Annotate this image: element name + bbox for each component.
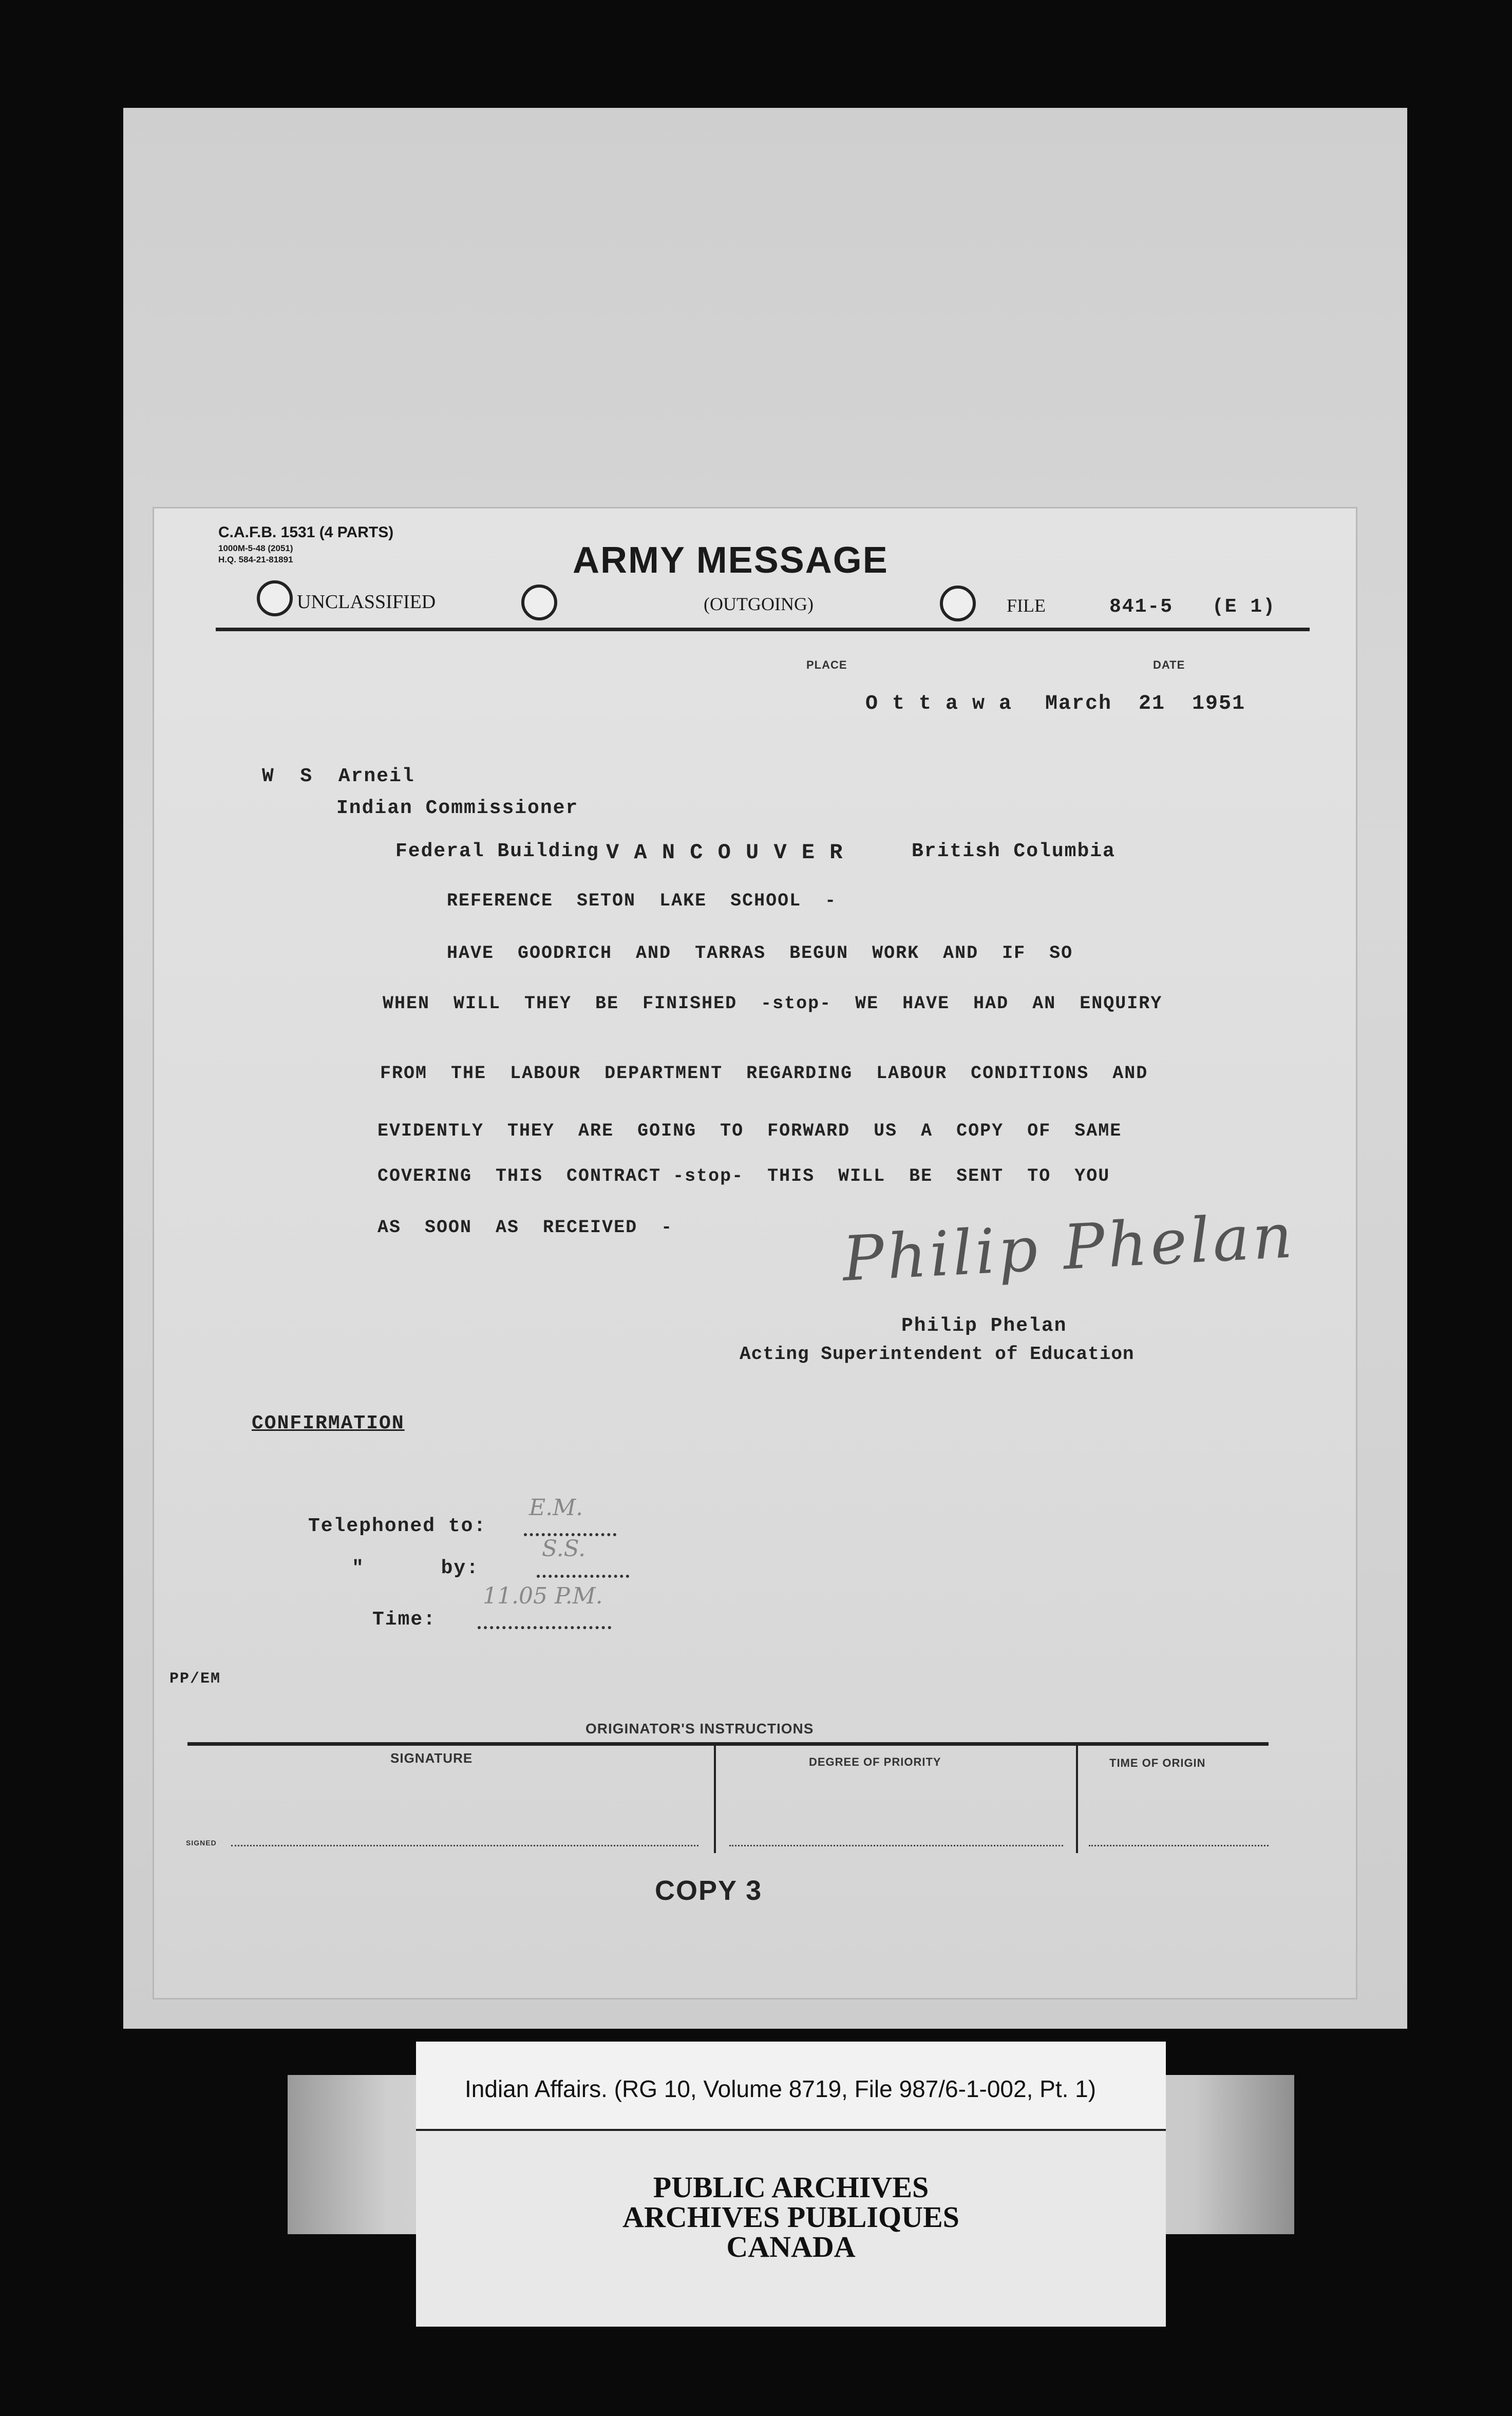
form-print-code: 1000M-5-48 (2051) bbox=[218, 543, 293, 553]
col-time: TIME OF ORIGIN bbox=[1109, 1757, 1206, 1769]
copy-number: COPY 3 bbox=[655, 1875, 763, 1906]
body-line: WHEN WILL THEY BE FINISHED -stop- WE HAVE HAD AN ENQUIRY bbox=[383, 993, 1163, 1014]
signer-position: Acting Superintendent of Education bbox=[740, 1344, 1135, 1365]
instructions-divider-2 bbox=[1076, 1745, 1078, 1853]
instructions-heading: ORIGINATOR'S INSTRUCTIONS bbox=[585, 1721, 814, 1736]
addressee-name: W S Arneil bbox=[262, 765, 415, 787]
message-direction: (OUTGOING) bbox=[704, 594, 814, 614]
priority-line bbox=[729, 1840, 1063, 1846]
address-building: Federal Building bbox=[395, 840, 599, 862]
confirmation-heading: CONFIRMATION bbox=[252, 1412, 405, 1434]
time-value: 11.05 P.M. bbox=[483, 1583, 603, 1609]
form-title: ARMY MESSAGE bbox=[573, 540, 889, 581]
time-label: Time: bbox=[372, 1609, 437, 1631]
signed-label: SIGNED bbox=[186, 1839, 217, 1847]
by-label: " by: bbox=[352, 1557, 480, 1579]
handwritten-signature: Philip Phelan bbox=[840, 1200, 1297, 1295]
file-number: 841-5 bbox=[1109, 596, 1174, 618]
form-hq-code: H.Q. 584-21-81891 bbox=[218, 555, 293, 564]
classification: UNCLASSIFIED bbox=[297, 591, 436, 613]
archive-stamp bbox=[416, 2170, 1166, 2263]
body-line: EVIDENTLY THEY ARE GOING TO FORWARD US A COPY OF SAME bbox=[377, 1121, 1122, 1141]
reference-line: REFERENCE SETON LAKE SCHOOL - bbox=[447, 891, 837, 911]
by-value: S.S. bbox=[542, 1536, 586, 1562]
instructions-rule bbox=[187, 1742, 1269, 1746]
col-signature: SIGNATURE bbox=[390, 1750, 473, 1766]
address-province: British Columbia bbox=[912, 840, 1116, 862]
form-code: C.A.F.B. 1531 (4 PARTS) bbox=[218, 524, 394, 541]
place-label: PLACE bbox=[806, 658, 847, 671]
archive-line-3: CANADA bbox=[726, 2230, 856, 2263]
signed-line bbox=[231, 1840, 698, 1846]
archive-reference: Indian Affairs. (RG 10, Volume 8719, File 987/6-1-002, Pt. 1) bbox=[465, 2075, 1097, 2102]
signer-name: Philip Phelan bbox=[901, 1315, 1067, 1337]
archive-line-1: PUBLIC ARCHIVES bbox=[653, 2170, 929, 2204]
col-priority: DEGREE OF PRIORITY bbox=[809, 1756, 941, 1768]
addressee-title: Indian Commissioner bbox=[336, 797, 579, 819]
telephoned-to-value: E.M. bbox=[529, 1495, 583, 1521]
time-dots bbox=[478, 1616, 611, 1629]
security-circle-left bbox=[257, 580, 293, 616]
place: O t t a w a bbox=[865, 692, 1013, 715]
body-line: FROM THE LABOUR DEPARTMENT REGARDING LABOUR CONDITIONS AND bbox=[380, 1063, 1148, 1084]
time-line bbox=[1089, 1840, 1269, 1846]
archive-line-2: ARCHIVES PUBLIQUES bbox=[622, 2200, 959, 2234]
security-circle-right bbox=[940, 586, 976, 621]
telephoned-to-dots bbox=[524, 1523, 616, 1536]
file-suffix: (E 1) bbox=[1212, 596, 1276, 618]
file-label: FILE bbox=[1007, 595, 1046, 616]
instructions-divider-1 bbox=[714, 1745, 716, 1853]
date: March 21 1951 bbox=[1045, 692, 1246, 715]
security-circle-mid bbox=[521, 584, 557, 620]
army-message-form bbox=[154, 508, 1356, 1998]
telephoned-to-label: Telephoned to: bbox=[308, 1515, 487, 1537]
date-label: DATE bbox=[1153, 658, 1185, 671]
typist-initials: PP/EM bbox=[169, 1670, 221, 1688]
header-rule bbox=[216, 628, 1310, 631]
body-line: COVERING THIS CONTRACT -stop- THIS WILL BE SENT TO YOU bbox=[377, 1166, 1110, 1186]
body-line: HAVE GOODRICH AND TARRAS BEGUN WORK AND IF SO bbox=[447, 943, 1073, 964]
body-line: AS SOON AS RECEIVED - bbox=[377, 1217, 673, 1238]
by-dots bbox=[537, 1564, 629, 1578]
address-city: V A N C O U V E R bbox=[606, 840, 844, 865]
